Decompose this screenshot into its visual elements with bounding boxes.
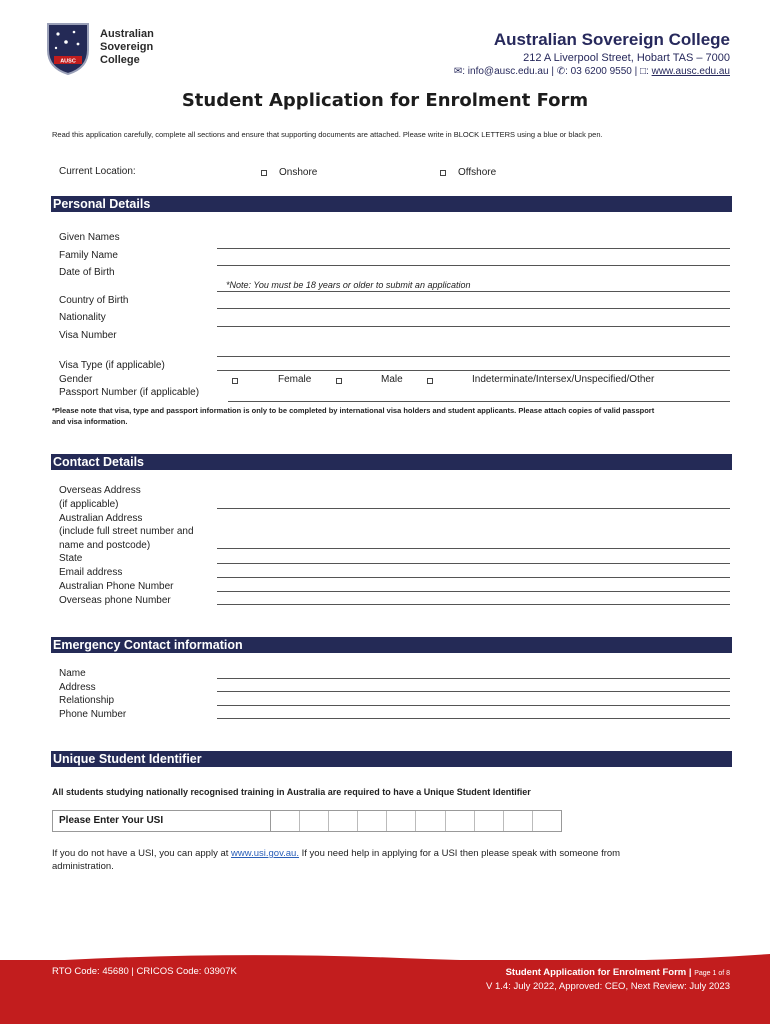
footer-codes: RTO Code: 45680 | CRICOS Code: 03907K bbox=[52, 966, 237, 977]
college-email[interactable]: info@ausc.edu.au bbox=[467, 66, 549, 77]
college-address: 212 A Liverpool Street, Hobart TAS – 7000 bbox=[523, 52, 730, 64]
dob-label: Date of Birth bbox=[59, 267, 115, 278]
usi-cell[interactable] bbox=[358, 811, 387, 831]
emergency-address-label: Address bbox=[59, 682, 96, 693]
footer-page: Page 1 of 8 bbox=[694, 970, 730, 977]
usi-cell[interactable] bbox=[504, 811, 533, 831]
emergency-name-field[interactable] bbox=[217, 678, 730, 679]
usi-cell[interactable] bbox=[387, 811, 416, 831]
dob-field[interactable] bbox=[217, 291, 730, 292]
female-checkbox[interactable] bbox=[232, 378, 238, 384]
overseas-address-label: Overseas Address bbox=[59, 485, 141, 496]
mail-icon: ✉ bbox=[453, 66, 463, 77]
form-title: Student Application for Enrolment Form bbox=[181, 90, 589, 111]
usi-heading: Unique Student Identifier bbox=[51, 751, 732, 767]
other-gender-label: Indeterminate/Intersex/Unspecified/Other bbox=[472, 374, 655, 385]
usi-cell[interactable] bbox=[475, 811, 504, 831]
male-checkbox[interactable] bbox=[336, 378, 342, 384]
usi-info-post: If you need help in applying for a USI then please speak with someone from bbox=[298, 848, 621, 859]
family-name-label: Family Name bbox=[59, 250, 118, 261]
visa-note-line1: *Please note that visa, type and passport information is only to be completed by international visa holders and student applicants. Please attach copies of valid passport bbox=[52, 406, 655, 415]
usi-cell[interactable] bbox=[329, 811, 358, 831]
usi-info-line1 bbox=[52, 848, 620, 859]
emergency-phone-label: Phone Number bbox=[59, 709, 127, 720]
visa-number-field[interactable] bbox=[217, 356, 730, 357]
usi-info-pre: If you do not have a USI, you can apply at bbox=[52, 848, 232, 859]
offshore-checkbox[interactable] bbox=[440, 170, 446, 176]
nationality-field[interactable] bbox=[217, 326, 730, 327]
australian-address-sublabel1: (include full street number and bbox=[59, 526, 194, 537]
emergency-contact-heading: Emergency Contact information bbox=[51, 637, 732, 653]
current-location-label: Current Location: bbox=[59, 166, 136, 177]
phone-icon: ✆ bbox=[556, 66, 566, 77]
passport-label: Passport Number (if applicable) bbox=[59, 387, 200, 398]
usi-info-line2: administration. bbox=[52, 861, 114, 872]
footer-version: V 1.4: July 2022, Approved: CEO, Next Review: July 2023 bbox=[486, 981, 730, 992]
state-label: State bbox=[59, 553, 83, 564]
usi-cell[interactable] bbox=[300, 811, 329, 831]
given-names-field[interactable] bbox=[217, 248, 730, 249]
australian-address-sublabel2: name and postcode) bbox=[59, 540, 151, 551]
logo-line2: Sovereign bbox=[100, 41, 154, 53]
usi-cell[interactable] bbox=[271, 811, 300, 831]
emergency-address-field[interactable] bbox=[217, 691, 730, 692]
college-website-link[interactable]: www.ausc.edu.au bbox=[651, 66, 730, 77]
australian-address-label: Australian Address bbox=[59, 513, 143, 524]
overseas-phone-field[interactable] bbox=[217, 604, 730, 605]
usi-cell[interactable] bbox=[416, 811, 445, 831]
visa-number-label: Visa Number bbox=[59, 330, 117, 341]
given-names-label: Given Names bbox=[59, 232, 120, 243]
visa-type-label: Visa Type (if applicable) bbox=[59, 360, 165, 371]
offshore-label: Offshore bbox=[458, 167, 497, 178]
state-field[interactable] bbox=[217, 563, 730, 564]
personal-details-heading: Personal Details bbox=[51, 196, 732, 212]
college-logo bbox=[44, 20, 164, 76]
college-name: Australian Sovereign College bbox=[493, 30, 730, 49]
emergency-relationship-label: Relationship bbox=[59, 695, 115, 706]
usi-input-table bbox=[52, 810, 562, 832]
visa-type-field[interactable] bbox=[217, 370, 730, 371]
emergency-phone-field[interactable] bbox=[217, 718, 730, 719]
usi-label: Please Enter Your USI bbox=[53, 811, 271, 831]
country-of-birth-label: Country of Birth bbox=[59, 295, 129, 306]
male-label: Male bbox=[381, 374, 403, 385]
australian-phone-label: Australian Phone Number bbox=[59, 581, 174, 592]
college-phone: 03 6200 9550 bbox=[570, 66, 632, 77]
onshore-label: Onshore bbox=[279, 167, 318, 178]
country-of-birth-field[interactable] bbox=[217, 308, 730, 309]
college-header bbox=[454, 30, 730, 77]
australian-address-field[interactable] bbox=[217, 548, 730, 549]
gender-label: Gender bbox=[59, 374, 93, 385]
instructions-text: Read this application carefully, complete all sections and ensure that supporting documents are attached. Please write in BLOCK LETTERS using a blue or black pen. bbox=[52, 130, 603, 139]
emergency-name-label: Name bbox=[59, 668, 86, 679]
email-field[interactable] bbox=[217, 577, 730, 578]
logo-line1: Australian bbox=[100, 28, 154, 40]
logo-line3: College bbox=[100, 54, 140, 66]
usi-statement: All students studying nationally recognised training in Australia are required to have a Unique Student Identifier bbox=[52, 787, 531, 797]
onshore-checkbox[interactable] bbox=[261, 170, 267, 176]
footer-form-name: Student Application for Enrolment Form bbox=[505, 967, 687, 978]
female-label: Female bbox=[278, 374, 312, 385]
overseas-address-sublabel: (if applicable) bbox=[59, 499, 119, 510]
usi-cell[interactable] bbox=[533, 811, 561, 831]
family-name-field[interactable] bbox=[217, 265, 730, 266]
nationality-label: Nationality bbox=[59, 312, 106, 323]
logo-wordmark bbox=[100, 28, 154, 67]
contact-details-heading: Contact Details bbox=[51, 454, 732, 470]
email-label: Email address bbox=[59, 567, 123, 578]
usi-cell[interactable] bbox=[446, 811, 475, 831]
usi-website-link[interactable]: www.usi.gov.au. bbox=[231, 848, 299, 859]
passport-field[interactable] bbox=[228, 401, 730, 402]
shield-logo-icon bbox=[44, 20, 92, 76]
emergency-relationship-field[interactable] bbox=[217, 705, 730, 706]
dob-note: *Note: You must be 18 years or older to submit an application bbox=[226, 280, 471, 290]
overseas-phone-label: Overseas phone Number bbox=[59, 595, 171, 606]
footer-info: Student Application for Enrolment Form | Page 1 of 8 V 1.4: July 2022, Approved: CEO, Next Review: July 2023 bbox=[486, 967, 730, 992]
visa-note-line2: and visa information. bbox=[52, 417, 128, 426]
overseas-address-field[interactable] bbox=[217, 508, 730, 509]
college-contact: ✉: info@ausc.edu.au | ✆: 03 6200 9550 | □: www.ausc.edu.au bbox=[453, 66, 730, 77]
monitor-icon: □ bbox=[640, 66, 647, 77]
australian-phone-field[interactable] bbox=[217, 591, 730, 592]
other-gender-checkbox[interactable] bbox=[427, 378, 433, 384]
logo-badge-text: AUSC bbox=[60, 58, 76, 65]
